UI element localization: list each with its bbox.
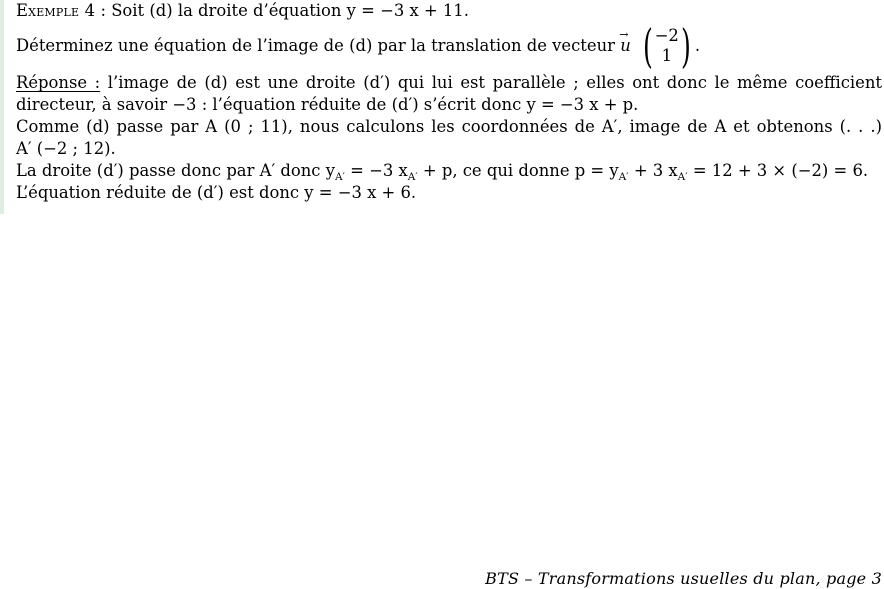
answer-line-4: A′ (−2 ; 12). xyxy=(16,139,116,158)
subscript-a-prime: A′ xyxy=(334,171,345,183)
answer-line-5-part-e: = 12 + 3 × (−2) = 6. xyxy=(687,161,869,180)
vector-bottom-value: 1 xyxy=(661,46,672,65)
answer-line-1 xyxy=(16,72,882,94)
right-paren-icon: ) xyxy=(680,19,691,73)
left-margin-rule xyxy=(0,0,4,214)
vector-column xyxy=(655,26,679,66)
example-statement: : Soit (d) la droite d’équation y = −3 x + 11. xyxy=(95,1,469,20)
question-line xyxy=(16,19,882,73)
page-footer: BTS – Transformations usuelles du plan, page 3 xyxy=(485,569,882,588)
example-heading xyxy=(16,0,882,22)
answer-line-5-part-b: = −3 x xyxy=(344,161,408,180)
example-label: Exemple 4 xyxy=(16,1,96,20)
subscript-a-prime: A′ xyxy=(677,171,688,183)
answer-line-2: directeur, à savoir −3 : l’équation réduite de (d′) s’écrit donc y = −3 x + p. xyxy=(16,95,639,114)
vector-u-icon: → u xyxy=(620,35,631,57)
vector-top-value: −2 xyxy=(654,26,679,45)
answer-line-5-part-a: La droite (d′) passe donc par A′ donc y xyxy=(16,161,335,180)
question-text: Déterminez une équation de l’image de (d) par la translation de vecteur xyxy=(16,36,615,55)
left-paren-icon: ( xyxy=(642,19,653,73)
answer-line-6: L’équation réduite de (d′) est donc y = −3 x + 6. xyxy=(16,183,417,202)
answer-line-5 xyxy=(16,160,882,182)
answer-line-5-part-d: + 3 x xyxy=(628,161,678,180)
answer-line-5-part-c: + p, ce qui donne p = y xyxy=(417,161,619,180)
answer-line-1-text: l’image de (d) est une droite (d′) qui lui est parallèle ; elles ont donc le même coefficient xyxy=(100,73,882,92)
question-end: . xyxy=(694,36,701,55)
subscript-a-prime: A′ xyxy=(618,171,629,183)
answer-line-3: Comme (d) passe par A (0 ; 11), nous calculons les coordonnées de A′, image de A et obtenons (. . .) xyxy=(16,117,882,136)
answer-label: Réponse : xyxy=(16,73,101,92)
subscript-a-prime: A′ xyxy=(407,171,418,183)
vector-components xyxy=(639,19,695,73)
document-body xyxy=(16,0,882,204)
